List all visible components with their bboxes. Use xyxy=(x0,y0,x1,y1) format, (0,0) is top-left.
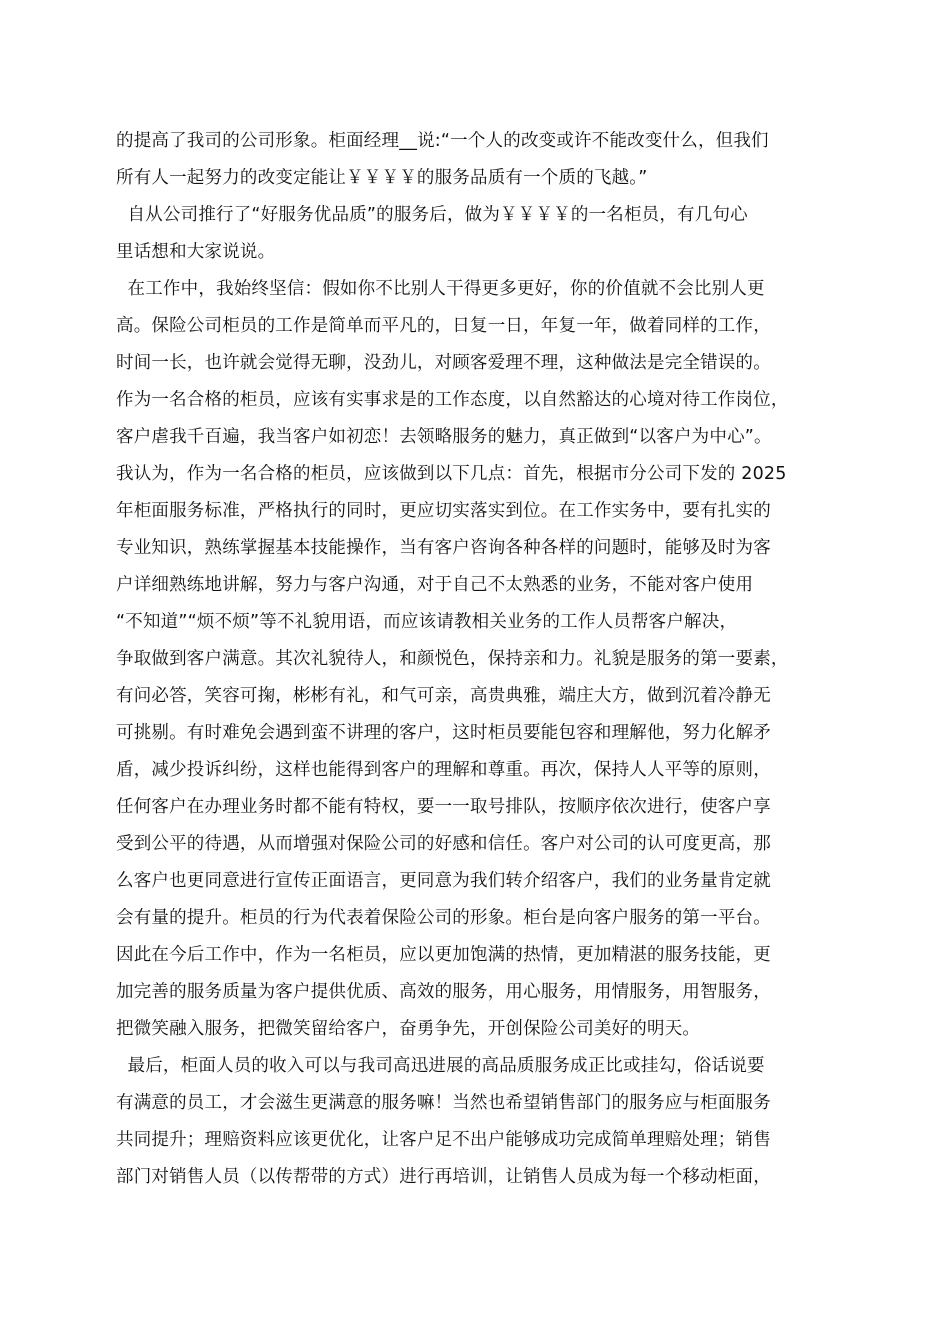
text-line: 受到公平的待遇，从而增强对保险公司的好感和信任。客户对公司的认可度更高，那 xyxy=(116,834,771,854)
text-line: 争取做到客户满意。其次礼貌待人，和颜悦色，保持亲和力。礼貌是服务的第一要素， xyxy=(116,649,789,669)
document-body xyxy=(116,123,840,1196)
text-line: 任何客户在办理业务时都不能有特权，要一一取号排队，按顺序依次进行，使客户享 xyxy=(116,797,771,817)
text-line: 有满意的员工，才会滋生更满意的服务嘛！当然也希望销售部门的服务应与柜面服务 xyxy=(116,1093,771,1113)
text-line: 所有人一起努力的改变定能让￥￥￥￥的服务品质有一个质的飞越。” xyxy=(116,168,648,188)
text-line: 时间一长，也许就会觉得无聊，没劲儿，对顾客爱理不理，这种做法是完全错误的。 xyxy=(116,353,771,373)
text-line: 高。保险公司柜员的工作是简单而平凡的，日复一日，年复一年，做着同样的工作， xyxy=(116,316,771,336)
text-line: 作为一名合格的柜员，应该有实事求是的工作态度，以自然豁达的心境对待工作岗位， xyxy=(116,390,789,410)
text-line: 里话想和大家说说。 xyxy=(116,242,276,262)
text-line: “不知道”“烦不烦”等不礼貌用语，而应该请教相关业务的工作人员帮客户解决， xyxy=(116,612,738,632)
text-line: 最后，柜面人员的收入可以与我司高迅进展的高品质服务成正比或挂勾，俗话说要 xyxy=(116,1056,765,1076)
text-line: 我认为，作为一名合格的柜员，应该做到以下几点：首先，根据市分公司下发的 2025 xyxy=(116,464,787,484)
text-line: 在工作中，我始终坚信：假如你不比别人干得更多更好，你的价值就不会比别人更 xyxy=(116,279,765,299)
text-line: 客户虐我千百遍，我当客户如初恋！去领略服务的魅力，真正做到“以客户为中心”。 xyxy=(116,427,772,447)
text-line: 会有量的提升。柜员的行为代表着保险公司的形象。柜台是向客户服务的第一平台。 xyxy=(116,908,771,928)
text-line: 的提高了我司的公司形象。柜面经理__说:“一个人的改变或许不能改变什么，但我们 xyxy=(116,131,769,151)
text-line: 专业知识，熟练掌握基本技能操作，当有客户咨询各种各样的问题时，能够及时为客 xyxy=(116,538,771,558)
text-line: 自从公司推行了“好服务优品质”的服务后，做为￥￥￥￥的一名柜员，有几句心 xyxy=(116,205,748,225)
text-line: 盾，减少投诉纠纷，这样也能得到客户的理解和尊重。再次，保持人人平等的原则， xyxy=(116,760,771,780)
text-line: 户详细熟练地讲解，努力与客户沟通，对于自己不太熟悉的业务，不能对客户使用 xyxy=(116,575,754,595)
text-line: 加完善的服务质量为客户提供优质、高效的服务，用心服务，用情服务，用智服务， xyxy=(116,982,771,1002)
text-line: 年柜面服务标准，严格执行的同时，更应切实落实到位。在工作实务中，要有扎实的 xyxy=(116,501,771,521)
text-line: 共同提升；理赔资料应该更优化，让客户足不出户能够成功完成简单理赔处理；销售 xyxy=(116,1130,771,1150)
text-line: 部门对销售人员（以传帮带的方式）进行再培训，让销售人员成为每一个移动柜面， xyxy=(116,1167,771,1187)
text-line: 可挑剔。有时难免会遇到蛮不讲理的客户，这时柜员要能包容和理解他，努力化解矛 xyxy=(116,723,771,743)
text-line: 么客户也更同意进行宣传正面语言，更同意为我们转介绍客户，我们的业务量肯定就 xyxy=(116,871,771,891)
text-line: 因此在今后工作中，作为一名柜员，应以更加饱满的热情，更加精湛的服务技能，更 xyxy=(116,945,771,965)
text-line: 把微笑融入服务，把微笑留给客户，奋勇争先，开创保险公司美好的明天。 xyxy=(116,1019,701,1039)
text-line: 有问必答，笑容可掬，彬彬有礼，和气可亲，高贵典雅，端庄大方，做到沉着冷静无 xyxy=(116,686,771,706)
